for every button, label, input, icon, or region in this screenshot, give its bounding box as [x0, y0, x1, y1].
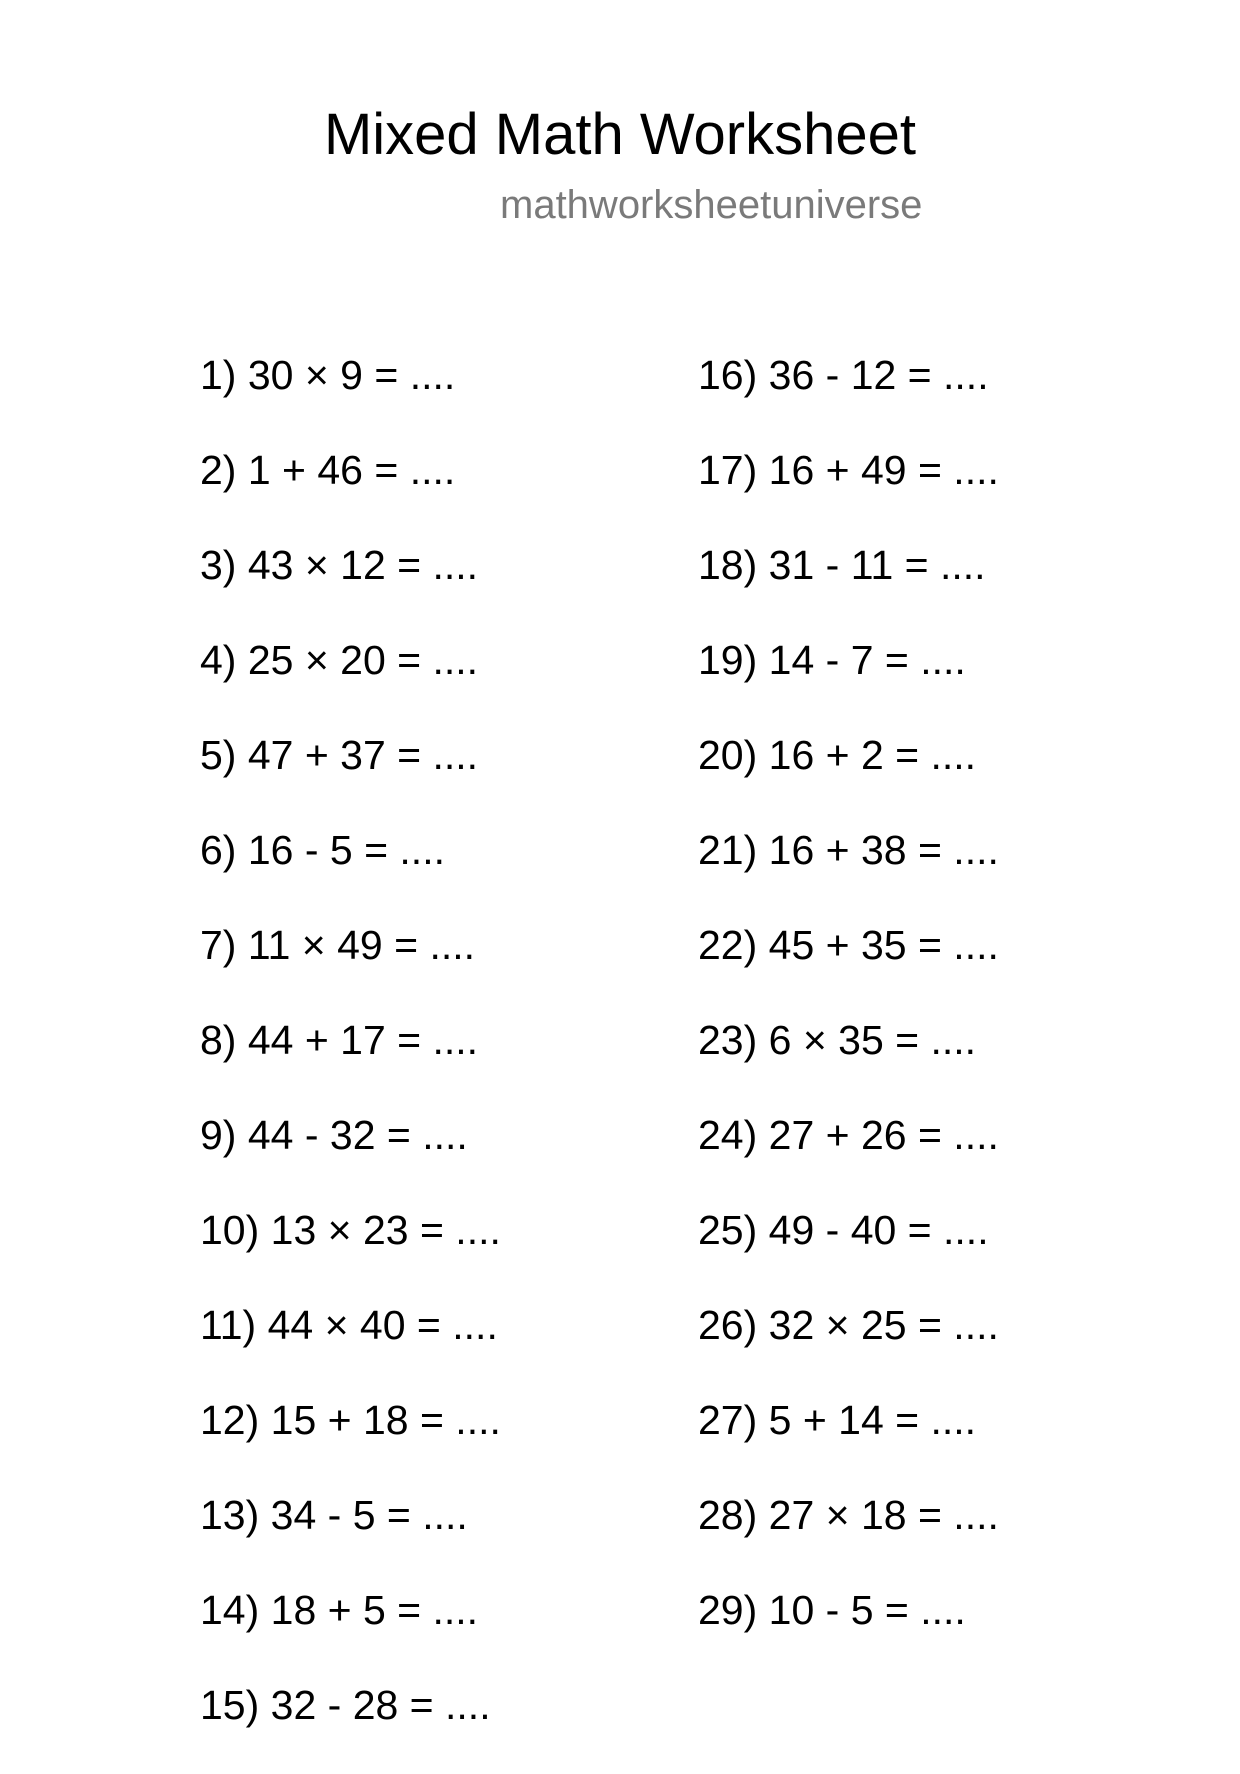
- worksheet-title: Mixed Math Worksheet: [323, 102, 917, 167]
- problem-item: 4) 25 × 20 = ....: [200, 637, 479, 683]
- worksheet-subtitle: mathworksheetuniverse: [500, 183, 923, 227]
- problem-item: 6) 16 - 5 = ....: [200, 827, 445, 873]
- problem-item: 26) 32 × 25 = ....: [698, 1302, 999, 1348]
- problem-item: 5) 47 + 37 = ....: [200, 732, 479, 778]
- problem-item: 29) 10 - 5 = ....: [698, 1587, 966, 1633]
- problem-item: 8) 44 + 17 = ....: [200, 1017, 479, 1063]
- problem-column-right: [698, 349, 999, 1679]
- problem-item: 27) 5 + 14 = ....: [698, 1397, 977, 1443]
- problem-item: 19) 14 - 7 = ....: [698, 637, 966, 683]
- problem-column-left: [200, 349, 501, 1774]
- problem-item: 15) 32 - 28 = ....: [200, 1682, 491, 1728]
- problem-item: 24) 27 + 26 = ....: [698, 1112, 999, 1158]
- problem-item: 2) 1 + 46 = ....: [200, 447, 456, 493]
- problem-item: 17) 16 + 49 = ....: [698, 447, 999, 493]
- problem-item: 14) 18 + 5 = ....: [200, 1587, 479, 1633]
- problem-item: 7) 11 × 49 = ....: [200, 922, 476, 968]
- problem-item: 9) 44 - 32 = ....: [200, 1112, 468, 1158]
- problem-item: 21) 16 + 38 = ....: [698, 827, 999, 873]
- problem-item: 20) 16 + 2 = ....: [698, 732, 977, 778]
- problem-item: 3) 43 × 12 = ....: [200, 542, 479, 588]
- problem-item: 10) 13 × 23 = ....: [200, 1207, 501, 1253]
- problem-item: 13) 34 - 5 = ....: [200, 1492, 468, 1538]
- problem-item: 25) 49 - 40 = ....: [698, 1207, 989, 1253]
- problem-item: 28) 27 × 18 = ....: [698, 1492, 999, 1538]
- problem-item: 23) 6 × 35 = ....: [698, 1017, 977, 1063]
- problem-item: 1) 30 × 9 = ....: [200, 352, 456, 398]
- problem-item: 16) 36 - 12 = ....: [698, 352, 989, 398]
- problem-item: 12) 15 + 18 = ....: [200, 1397, 501, 1443]
- problem-item: 22) 45 + 35 = ....: [698, 922, 999, 968]
- problem-item: 18) 31 - 11 = ....: [698, 542, 986, 588]
- problem-item: 11) 44 × 40 = ....: [200, 1302, 498, 1348]
